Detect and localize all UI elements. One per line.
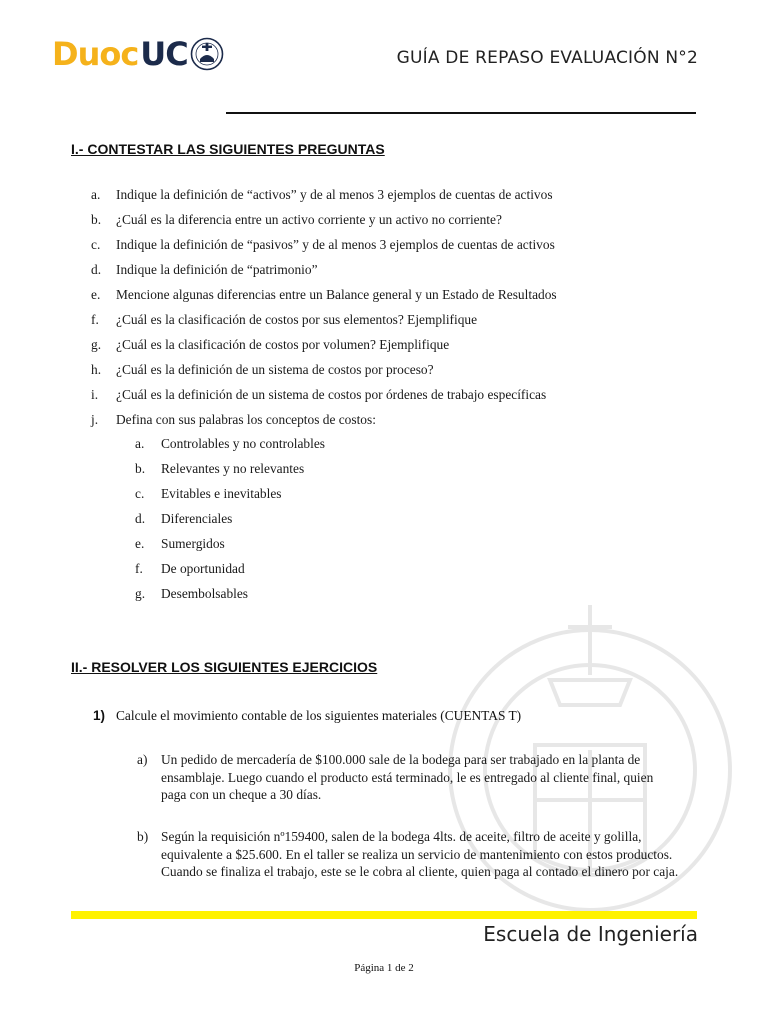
part-line: paga con un cheque a 30 días. <box>161 787 322 802</box>
list-item: d. Indique la definición de “patrimonio” <box>91 262 318 277</box>
list-item: i. ¿Cuál es la definición de un sistema de costos por órdenes de trabajo específicas <box>91 387 547 402</box>
logo-duoc-text: Duoc <box>52 35 139 73</box>
page-number: Página 1 de 2 <box>354 962 414 974</box>
list-item: j. Defina con sus palabras los conceptos de costos: <box>91 412 376 427</box>
part-line: Según la requisición nº159400, salen de la bodega 4lts. de aceite, filtro de aceite y golilla, <box>161 829 642 844</box>
sublist-item: b. Relevantes y no relevantes <box>135 461 305 476</box>
duoc-uc-logo <box>52 34 224 74</box>
sublist-item: a. Controlables y no controlables <box>135 436 326 451</box>
exercise-part-b <box>137 828 701 881</box>
part-line: equivalente a $25.600. En el taller se realiza un servicio de mantenimiento con estos productos. <box>161 846 673 862</box>
list-item: c. Indique la definición de “pasivos” y de al menos 3 ejemplos de cuentas de activos <box>91 237 555 252</box>
list-item: e. Mencione algunas diferencias entre un Balance general y un Estado de Resultados <box>91 287 557 302</box>
exercise-part-a <box>137 751 701 804</box>
sublist-item: f. De oportunidad <box>135 561 245 576</box>
section-2-heading: II.- RESOLVER LOS SIGUIENTES EJERCICIOS <box>71 659 378 675</box>
sublist-item: c. Evitables e inevitables <box>135 486 282 501</box>
list-item: a. Indique la definición de “activos” y de al menos 3 ejemplos de cuentas de activos <box>91 187 553 202</box>
cost-concepts-sublist <box>135 431 326 606</box>
header-divider <box>226 112 696 114</box>
section-1-heading: I.- CONTESTAR LAS SIGUIENTES PREGUNTAS <box>71 141 385 157</box>
university-seal-icon <box>190 37 224 71</box>
sublist-item: d. Diferenciales <box>135 511 233 526</box>
list-item: g. ¿Cuál es la clasificación de costos por volumen? Ejemplifique <box>91 337 450 352</box>
exercise-number: 1) <box>93 708 106 723</box>
school-name: Escuela de Ingeniería <box>483 922 698 946</box>
footer-accent-bar <box>71 911 697 919</box>
part-line: Un pedido de mercadería de $100.000 sale de la bodega para ser trabajado en la planta de <box>161 752 641 767</box>
questions-list <box>91 182 557 432</box>
logo-uc-text: UC <box>140 35 188 73</box>
part-line: ensamblaje. Luego cuando el producto está terminado, le es entregado al cliente final, quien <box>161 769 654 785</box>
sublist-item: e. Sumergidos <box>135 536 225 551</box>
document-title: GUÍA DE REPASO EVALUACIÓN N°2 <box>396 48 698 68</box>
list-item: b. ¿Cuál es la diferencia entre un activo corriente y un activo no corriente? <box>91 212 502 227</box>
list-item: f. ¿Cuál es la clasificación de costos por sus elementos? Ejemplifique <box>91 312 478 327</box>
part-marker: a) <box>137 752 148 767</box>
exercise-statement: Calcule el movimiento contable de los siguientes materiales (CUENTAS T) <box>116 708 522 723</box>
list-item: h. ¿Cuál es la definición de un sistema de costos por proceso? <box>91 362 434 377</box>
part-marker: b) <box>137 829 149 844</box>
sublist-item: g. Desembolsables <box>135 586 249 601</box>
part-line: Cuando se finaliza el trabajo, este se le cobra al cliente, quien paga al contado el dinero por caja. <box>161 864 679 879</box>
